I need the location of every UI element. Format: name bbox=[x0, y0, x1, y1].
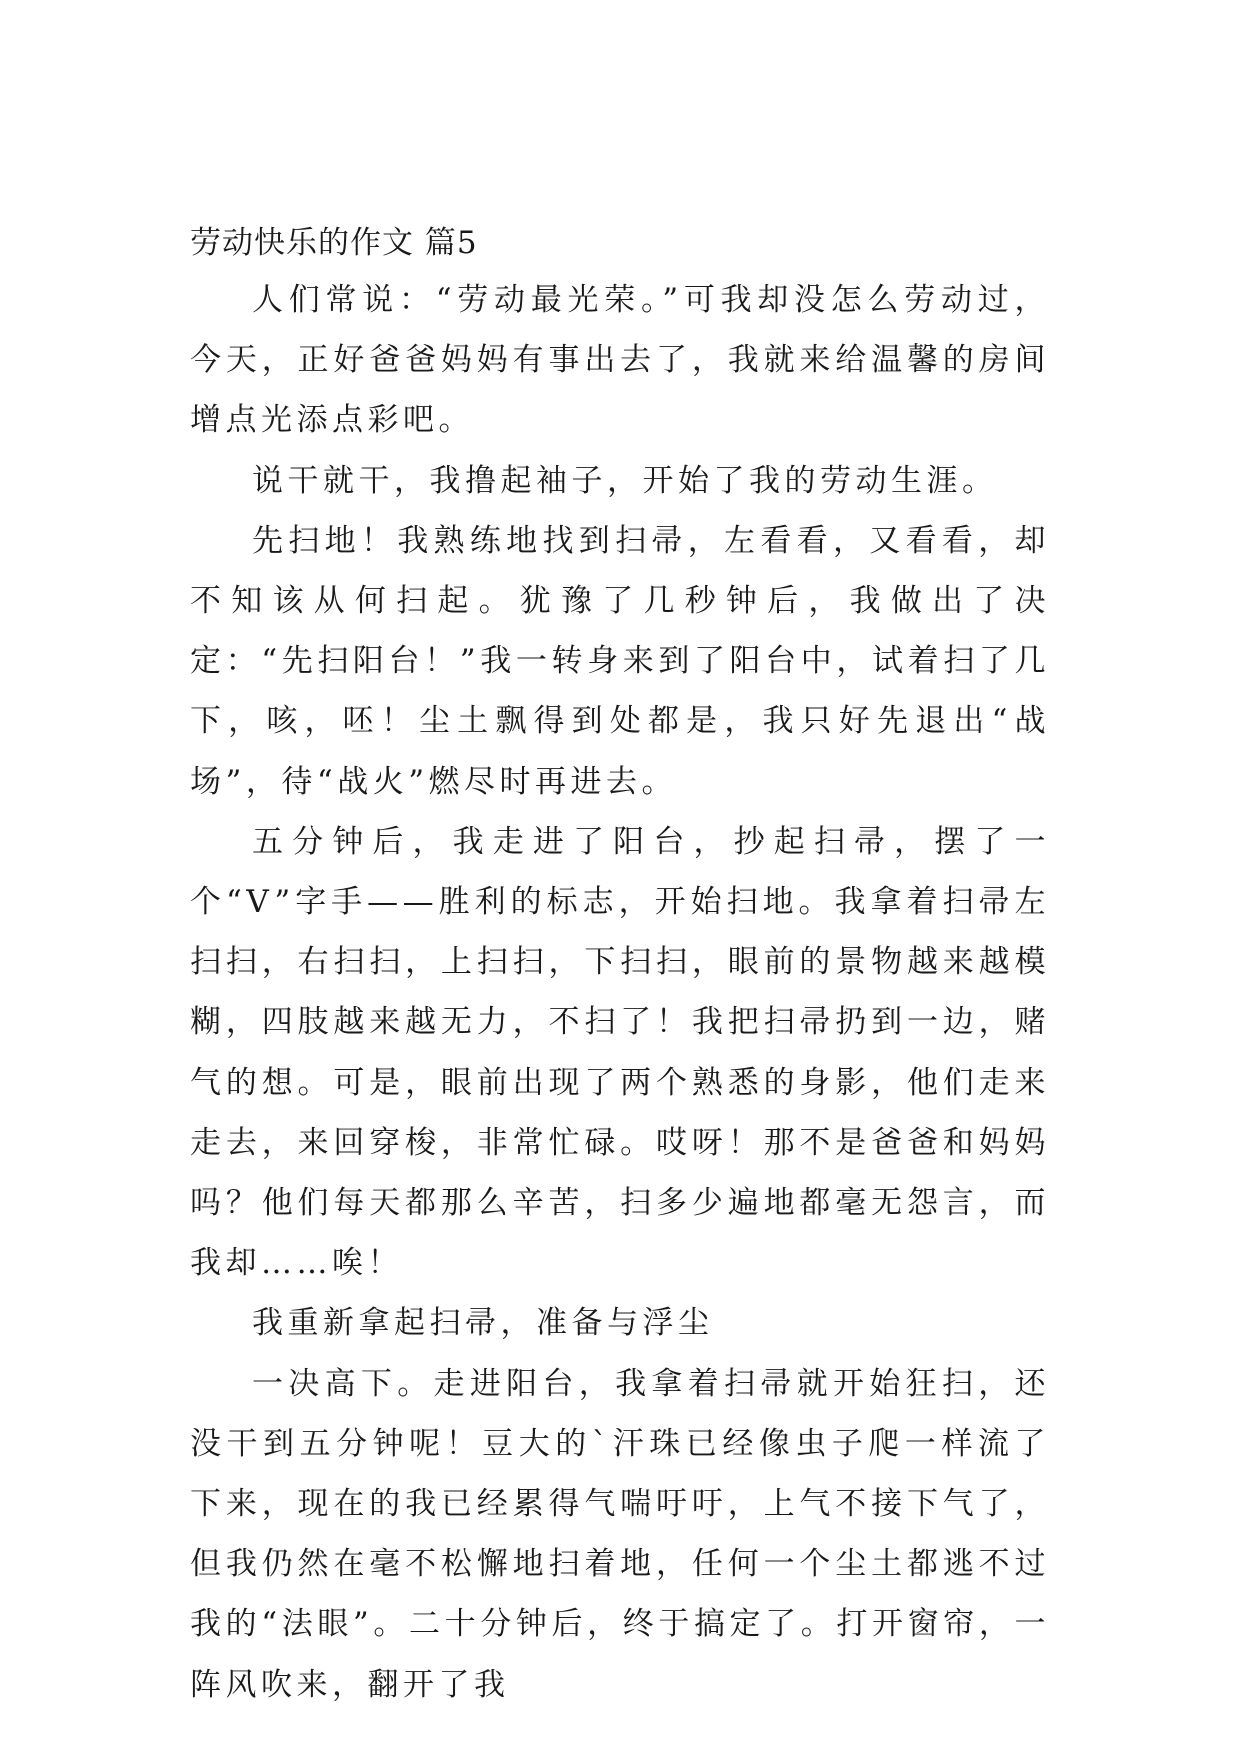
paragraph-3: 先扫地！我熟练地找到扫帚，左看看，又看看，却不知该从何扫起。犹豫了几秒钟后，我做出了决定：“先扫阳台！”我一转身来到了阳台中，试着扫了几下，咳，呸！尘土飘得到处都是，我只好先退出“战场”，待“战火”燃尽时再进去。 bbox=[190, 522, 1050, 800]
paragraph-4: 五分钟后，我走进了阳台，抄起扫帚，摆了一个“V”字手——胜利的标志，开始扫地。我拿着扫帚左扫扫，右扫扫，上扫扫，下扫扫，眼前的景物越来越模糊，四肢越来越无力，不扫了！我把扫帚扔到一边，赌气的想。可是，眼前出现了两个熟悉的身影，他们走来走去，来回穿梭，非常忙碌。哎呀！那不是爸爸和妈妈吗？他们每天都那么辛苦，扫多少遍地都毫无怨言，而我却……唉！ bbox=[190, 823, 1050, 1282]
document-title: 劳动快乐的作文 篇5 bbox=[190, 225, 478, 261]
document-page bbox=[190, 218, 1050, 1715]
paragraph-1: 人们常说：“劳动最光荣。”可我却没怎么劳动过，今天，正好爸爸妈妈有事出去了，我就来给温馨的房间增点光添点彩吧。 bbox=[190, 282, 1050, 439]
paragraph-6: 一决高下。走进阳台，我拿着扫帚就开始狂扫，还没干到五分钟呢！豆大的`汗珠已经像虫子爬一样流了下来，现在的我已经累得气喘吁吁，上气不接下气了，但我仍然在毫不松懈地扫着地，任何一个尘土都逃不过我的“法眼”。二十分钟后，终于搞定了。打开窗帘，一阵风吹来，翻开了我 bbox=[190, 1365, 1050, 1703]
paragraph-2: 说干就干，我撸起袖子，开始了我的劳动生涯。 bbox=[252, 462, 998, 499]
paragraph-5: 我重新拿起扫帚，准备与浮尘 bbox=[252, 1305, 714, 1342]
